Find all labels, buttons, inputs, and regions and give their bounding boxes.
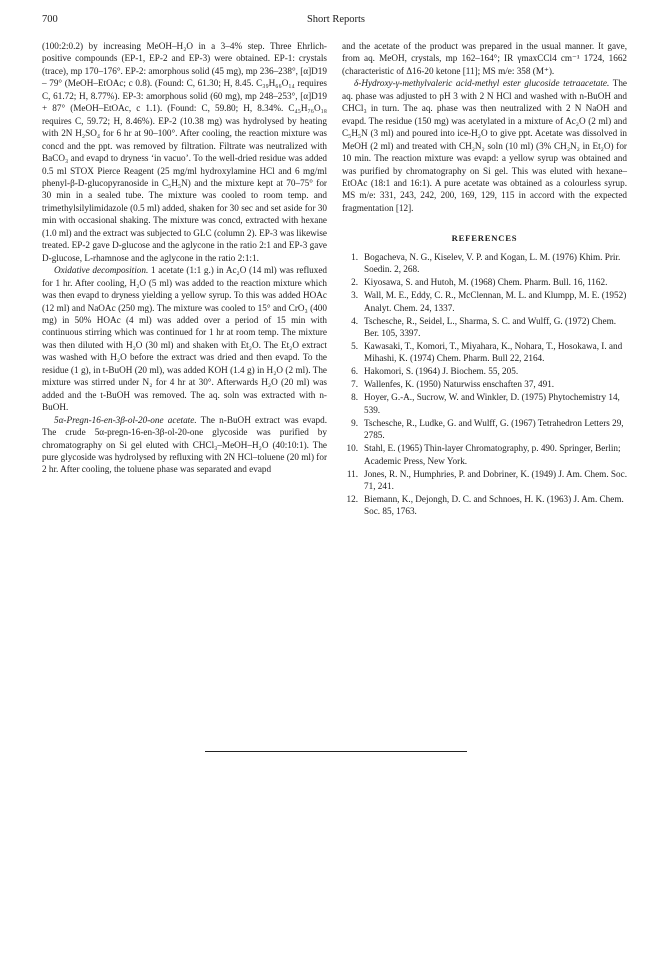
reference-item	[342, 340, 627, 365]
section-body-glucoside-tetraacetate: The aq. phase was adjusted to pH 3 with 2 N HCl and washed with n-BuOH and CHCl₃ in turn. The aq. phase was then neutralized with 2 N NaOH and evapd. The residue (150 mg) was acetylated in a mixture of Ac₂O (2 ml) and C₅H₅N (3 ml) and poured into ice-H₂O to give ppt. Acetate was dissolved in MeOH (2 ml) and treated with CH₂N₂ soln (10 ml) (3% CH₂N₂ in Et₂O) for 10 min. The reaction mixture was evapd: a yellow syrup was obtained and was purified by chromatography on Si gel. This was eluted with hexane–EtOAc (18:1 and 16:1). A pure acetate was obtained as a colourless syrup. MS m/e: 331, 243, 242, 200, 169, 129, 115 in accord with the expected fragmentation [12].	[342, 78, 627, 213]
section-title-glucoside-tetraacetate: δ-Hydroxy-γ-methylvaleric acid-methyl ester glucoside tetraacetate.	[354, 78, 610, 89]
reference-item	[342, 468, 627, 493]
reference-number: 3.	[351, 290, 358, 301]
reference-text: Tschesche, R., Ludke, G. and Wulff, G. (1967) Tetrahedron Letters 29, 2785.	[364, 417, 624, 441]
paragraph-oxidative-decomposition	[42, 264, 327, 413]
section-body-oxidative-decomposition: 1 acetate (1:1 g.) in Ac₂O (14 ml) was refluxed for 1 hr. After cooling, H₂O (5 ml) was added to the reaction mixture which was then evapd to dryness yielding a yellow syrup. To this was added HOAc (12 ml) and NaOAc (250 mg). The mixture was cooled to 15° and CrO₃ (400 mg) in 50% HOAc (4 ml) was added over a period of 15 min with continuous stirring which was continued for 1 hr at room temp. The mixture was then diluted with H₂O (30 ml) and shaken with Et₂O. The Et₂O extract was washed with H₂O before the extract was dried and then evapd. To the residue (1 g), in t-BuOH (20 ml), was added KOH (1.4 g) in H₂O (2 ml). The mixture was stirred under N₂ for 4 hr at 30°. Afterwards H₂O (20 ml) was added and the t-BuOH was removed. The aq. soln was extracted with n-BuOH.	[42, 265, 327, 413]
reference-item	[342, 378, 627, 390]
reference-item	[342, 417, 627, 442]
reference-item	[342, 365, 627, 377]
reference-item	[342, 493, 627, 518]
reference-text: Kawasaki, T., Komori, T., Miyahara, K., Nohara, T., Hosokawa, I. and Mihashi, K. (1974) Chem. Pharm. Bull 22, 2164.	[364, 340, 623, 364]
page-number: 700	[42, 14, 58, 25]
reference-number: 8.	[351, 392, 358, 403]
reference-number: 2.	[351, 277, 358, 288]
reference-number: 1.	[351, 251, 358, 262]
reference-number: 11.	[346, 468, 358, 479]
reference-item	[342, 289, 627, 314]
footer-rule	[205, 751, 467, 752]
reference-item	[342, 315, 627, 340]
reference-number: 10.	[346, 443, 358, 454]
reference-number: 6.	[351, 366, 358, 377]
paragraph-ehrlich-compounds: (100:2:0.2) by increasing MeOH–H₂O in a 3–4% step. Three Ehrlich-positive compounds (EP-1, EP-2 and EP-3) were obtained. EP-1: crystals (trace), mp 170–176°. EP-2: amorphous solid (45 mg), mp 236–238°, [α]D19 – 79° (MeOH–EtOAc; c 0.8). (Found: C, 61.30; H, 8.45. C₃₉H₆₆O₁₄ requires C, 61.72; H, 8.77%). EP-3: amorphous solid (60 mg), mp 248–253°, [α]D19 + 87° (MeOH–EtOAc, c 1.1). (Found: C, 59.80; H, 8.34%. C₄₅H₇₆O₁₈ requires C, 59.72; H, 8.46%). EP-2 (10.38 mg) was hydrolysed by heating with 2N H₂SO₄ for 6 hr at 90–100°. After cooling, the reaction mixture was concd and the ppt. was removed by filtration. Filtrate was neutralized with BaCO₃ and evapd to dryness ‘in vacuo’. To the well-dried residue was added 0.5 ml STOX Pierce Reagent (25 mg/ml hydroxylamine HCl and 6 mg/ml phenyl-β-D-glucopyranoside in C₅H₅N) and the mixture kept at 70–75° for 30 min in a sealed tube. The mixture was cooled to room temp. and trimethylsilylimidazole (0.5 ml) added, shaken for 30 sec and set aside for 30 min with occasional shaking. The mixture was concd, extracted with hexane (1.0 ml) and the extract was subjected to GLC (column 2). EP-3 was likewise treated. EP-2 gave D-glucose and the aglycone in the ratio 2:1 and EP-3 gave D-glucose, L-rhamnose and the aglycone in the ratio 2:1:1.	[42, 41, 327, 263]
reference-text: Wallenfes, K. (1950) Naturwiss enschaften 37, 491.	[364, 379, 555, 390]
section-title-oxidative-decomposition: Oxidative decomposition.	[54, 265, 149, 276]
reference-item	[342, 251, 627, 276]
references-list	[342, 251, 627, 518]
reference-text: Hakomori, S. (1964) J. Biochem. 55, 205.	[364, 366, 519, 377]
left-column	[42, 40, 327, 476]
running-head: Short Reports	[306, 14, 366, 25]
section-body-pregnenolone-acetate: The n-BuOH extract was evapd. The crude 5α-pregn-16-en-3β-ol-20-one glycoside was purified by chromatography on Si gel eluted with CHCl₃–MeOH–H₂O (40:10:1). The pure glycoside was hydrolysed by refluxing with 2N HCl–toluene (20 ml) for 2 hr. After cooling, the toluene phase was separated and evapd	[42, 414, 328, 475]
section-title-pregnenolone-acetate: 5α-Pregn-16-en-3β-ol-20-one acetate.	[54, 414, 197, 425]
reference-text: Hoyer, G.-A., Sucrow, W. and Winkler, D. (1975) Phytochemistry 14, 539.	[364, 392, 620, 415]
reference-text: Stahl, E. (1965) Thin-layer Chromatography, p. 490. Springer, Berlin; Academic Press, New York.	[364, 443, 621, 466]
reference-text: Wall, M. E., Eddy, C. R., McClennan, M. L. and Klumpp, M. E. (1952) Analyt. Chem. 24, 1337.	[364, 290, 627, 313]
reference-text: Kiyosawa, S. and Hutoh, M. (1968) Chem. Pharm. Bull. 16, 1162.	[364, 277, 608, 288]
reference-text: Tschesche, R., Seidel, L., Sharma, S. C. and Wulff, G. (1972) Chem. Ber. 105, 3397.	[364, 315, 617, 339]
paragraph-acetate-product: and the acetate of the product was prepared in the usual manner. It gave, from aq. MeOH, crystals, mp 162–164°; IR γmaxCCl4 cm⁻¹ 1724, 1662 (characteristic of Δ16-20 ketone [11]; MS m/e: 358 (M⁺).	[342, 41, 627, 76]
reference-number: 12.	[346, 493, 358, 504]
reference-item	[342, 391, 627, 416]
reference-text: Jones, R. N., Humphries, P. and Dobriner, K. (1949) J. Am. Chem. Soc. 71, 241.	[364, 468, 627, 491]
paragraph-glucoside-tetraacetate	[342, 77, 627, 214]
reference-item	[342, 276, 627, 288]
reference-number: 4.	[351, 315, 358, 326]
reference-number: 9.	[351, 417, 358, 428]
references-heading: REFERENCES	[451, 233, 518, 244]
paragraph-pregnenolone-acetate	[42, 414, 327, 476]
reference-text: Biemann, K., Dejongh, D. C. and Schnoes, H. K. (1963) J. Am. Chem. Soc. 85, 1763.	[364, 493, 624, 517]
reference-text: Bogacheva, N. G., Kiselev, V. P. and Kogan, L. M. (1976) Khim. Prir. Soedin. 2, 268.	[364, 251, 621, 275]
reference-number: 5.	[351, 340, 358, 351]
reference-number: 7.	[351, 379, 358, 390]
right-column	[342, 40, 627, 518]
reference-item	[342, 442, 627, 467]
